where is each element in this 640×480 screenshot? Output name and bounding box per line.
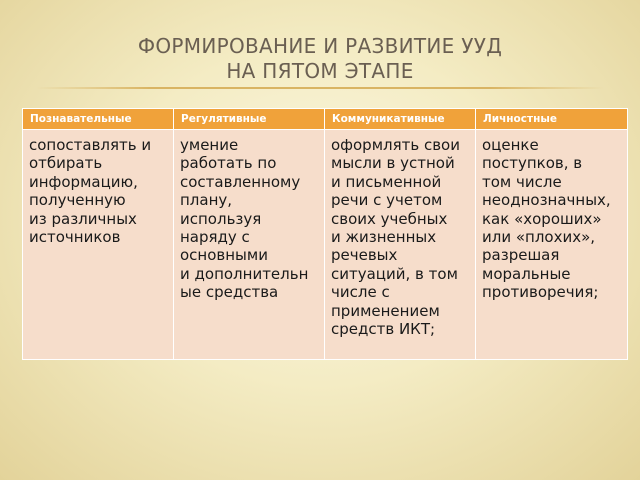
cell-line: и письменной: [331, 172, 442, 191]
header-communicative: Коммуникативные: [325, 109, 476, 130]
cell-communicative: [325, 130, 476, 360]
cell-line: числе с: [331, 283, 390, 302]
title-underline: [36, 87, 604, 89]
table-row: [23, 130, 628, 360]
cell-line: том числе: [482, 172, 562, 191]
cell-line: и дополнительн: [180, 264, 309, 283]
cell-line: мысли в устной: [331, 154, 455, 173]
cell-cognitive: [23, 130, 174, 360]
cell-line: используя: [180, 209, 262, 228]
cell-line: полученную: [29, 191, 126, 210]
cell-line: применением: [331, 301, 440, 320]
slide-title-line-2: НА ПЯТОМ ЭТАПЕ: [226, 59, 414, 83]
header-row: [23, 109, 628, 130]
cell-line: поступков, в: [482, 154, 583, 173]
cell-line: своих учебных: [331, 209, 448, 228]
cell-line: разрешая: [482, 246, 560, 265]
cell-line: работать по: [180, 154, 277, 173]
cell-line: как «хороших»: [482, 209, 602, 228]
cell-line: ситуаций, в том: [331, 264, 458, 283]
slide-title: [0, 34, 640, 84]
header-personal: Личностные: [476, 109, 628, 130]
cell-line: составленному: [180, 172, 301, 191]
slide-title-line-1: ФОРМИРОВАНИЕ И РАЗВИТИЕ УУД: [137, 34, 503, 58]
cell-line: речи с учетом: [331, 191, 443, 210]
cell-personal: [476, 130, 628, 360]
header-regulatory: Регулятивные: [174, 109, 325, 130]
cell-line: плану,: [180, 191, 233, 210]
header-cognitive: Познавательные: [23, 109, 174, 130]
cell-line: умение: [180, 136, 239, 154]
cell-line: противоречия;: [482, 283, 599, 302]
cell-line: оформлять свои: [331, 136, 460, 154]
uud-table: [22, 108, 628, 360]
cell-line: отбирать: [29, 154, 103, 173]
cell-line: оценке: [482, 136, 539, 154]
cell-line: из различных: [29, 209, 137, 228]
cell-line: моральные: [482, 264, 571, 283]
cell-line: или «плохих»,: [482, 228, 596, 247]
cell-regulatory: [174, 130, 325, 360]
cell-line: сопоставлять и: [29, 136, 152, 154]
cell-line: основными: [180, 246, 268, 265]
cell-line: средств ИКТ;: [331, 320, 436, 339]
cell-line: и жизненных: [331, 228, 437, 247]
cell-line: источников: [29, 228, 121, 247]
cell-line: речевых: [331, 246, 398, 265]
cell-line: неоднозначных,: [482, 191, 611, 210]
cell-line: ые средства: [180, 283, 279, 302]
cell-line: наряду с: [180, 228, 250, 247]
cell-line: информацию,: [29, 172, 138, 191]
